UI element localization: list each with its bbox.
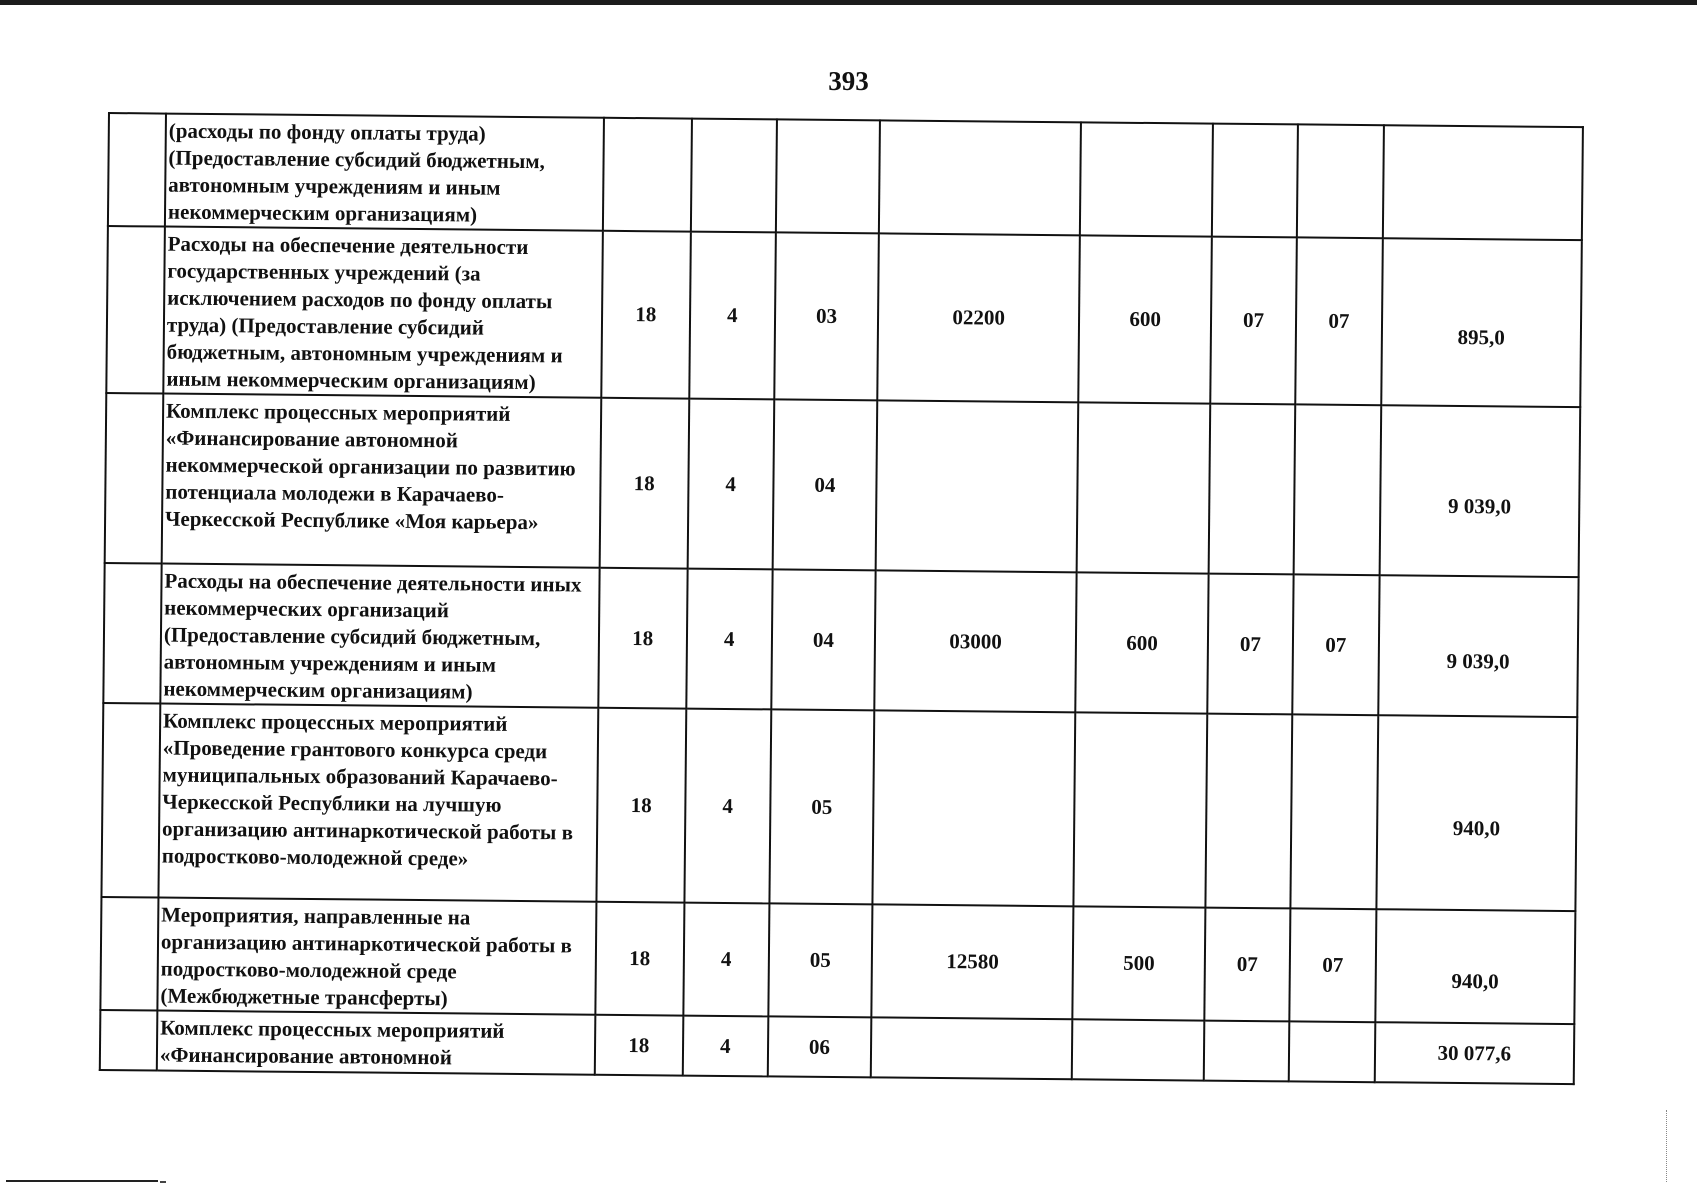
- description-cell: (расходы по фонду оплаты труда) (Предоставление субсидий бюджетным, автономным учреждениям и иным некоммерческим организациям): [165, 114, 604, 231]
- code-cell: 06: [768, 1016, 872, 1077]
- code-cell: [690, 119, 776, 233]
- code-cell: 07: [1290, 908, 1376, 1022]
- description-cell: Комплекс процессных мероприятий «Финансирование автономной: [157, 1011, 596, 1075]
- scan-footnote-rule: [6, 1180, 158, 1182]
- code-cell: 18: [600, 398, 689, 569]
- code-cell: 600: [1079, 235, 1212, 403]
- description-cell: Комплекс процессных мероприятий «Проведение грантового конкурса среди муниципальных образований Карачаево-Черкесской Республики на лучшую организацию антинаркотической работы в подростково-молодежной среде»: [158, 704, 598, 902]
- code-cell: 05: [769, 709, 874, 904]
- code-cell: 500: [1073, 906, 1205, 1020]
- scan-edge-marks: [1666, 1110, 1669, 1182]
- code-cell: 07: [1292, 574, 1379, 715]
- row-number-cell: [103, 563, 161, 704]
- code-cell: 07: [1210, 237, 1297, 405]
- code-cell: 07: [1204, 908, 1290, 1022]
- code-cell: 18: [598, 568, 687, 709]
- code-cell: [1208, 404, 1295, 575]
- table-row: [106, 226, 1582, 407]
- code-cell: [1080, 122, 1212, 236]
- code-cell: [1294, 404, 1381, 575]
- row-number-cell: [100, 897, 158, 1011]
- code-cell: [876, 400, 1079, 572]
- table-row: [101, 703, 1577, 911]
- code-cell: [1289, 1021, 1375, 1082]
- amount-cell: [1382, 125, 1582, 240]
- row-number-cell: [100, 1010, 158, 1071]
- code-cell: 18: [596, 708, 685, 903]
- table-row: [103, 563, 1578, 717]
- code-cell: 04: [773, 399, 878, 570]
- code-cell: [1212, 124, 1298, 238]
- description-cell: Мероприятия, направленные на организацию антинаркотической работы в подростково-молодежной среде (Межбюджетные трансферты): [157, 898, 596, 1015]
- amount-cell: 895,0: [1381, 238, 1582, 407]
- code-cell: [776, 119, 880, 233]
- row-number-cell: [106, 226, 165, 394]
- code-cell: 03: [774, 232, 879, 400]
- amount-cell: 940,0: [1375, 909, 1575, 1024]
- code-cell: 18: [595, 1015, 683, 1076]
- row-number-cell: [105, 393, 164, 564]
- code-cell: 04: [771, 569, 875, 710]
- code-cell: [1077, 402, 1210, 573]
- description-cell: Расходы на обеспечение деятельности государственных учреждений (за исключением расходов по фонду оплаты труда) (Предоставление субсидий бюджетным, автономным учреждениям и иным некоммерческим организациям): [163, 227, 603, 398]
- table-row: [100, 897, 1575, 1024]
- code-cell: 18: [595, 902, 684, 1016]
- code-cell: [1297, 124, 1383, 238]
- code-cell: 03000: [874, 570, 1077, 712]
- description-cell: Расходы на обеспечение деятельности иных некоммерческих организаций (Предоставление субсидий бюджетным, автономным учреждениям и иным некоммерческим организациям): [160, 564, 599, 708]
- code-cell: 4: [683, 903, 769, 1017]
- budget-table-container: [99, 112, 1584, 1085]
- amount-cell: 30 077,6: [1374, 1022, 1574, 1084]
- amount-cell: 9 039,0: [1378, 575, 1579, 717]
- code-cell: [1072, 1019, 1204, 1080]
- table-row: [100, 1010, 1575, 1084]
- amount-cell: 940,0: [1376, 715, 1577, 911]
- code-cell: 4: [686, 569, 773, 710]
- code-cell: 18: [601, 231, 690, 399]
- code-cell: [1204, 1021, 1290, 1082]
- code-cell: 4: [684, 709, 771, 904]
- code-cell: [872, 710, 1075, 906]
- code-cell: [879, 120, 1082, 235]
- code-cell: 05: [768, 903, 872, 1017]
- page-number: 393: [828, 66, 869, 96]
- scan-top-edge: [0, 0, 1697, 5]
- description-cell: Комплекс процессных мероприятий «Финансирование автономной некоммерческой организации по развитию потенциала молодежи в Карачаево-Черкесской Республике «Моя карьера»: [162, 394, 602, 568]
- scan-footnote-dash: [160, 1181, 166, 1183]
- code-cell: 4: [682, 1016, 768, 1077]
- code-cell: 07: [1295, 237, 1382, 405]
- code-cell: 4: [687, 399, 774, 570]
- table-row: [108, 113, 1583, 240]
- code-cell: [603, 118, 692, 232]
- code-cell: [1074, 712, 1207, 907]
- row-number-cell: [108, 113, 166, 227]
- code-cell: 07: [1207, 574, 1294, 715]
- code-cell: [1291, 714, 1378, 909]
- code-cell: 600: [1076, 572, 1209, 713]
- table-row: [105, 393, 1581, 577]
- code-cell: 4: [689, 232, 776, 400]
- budget-table: [99, 112, 1584, 1085]
- code-cell: [1205, 714, 1292, 909]
- row-number-cell: [101, 703, 160, 898]
- code-cell: [871, 1017, 1073, 1079]
- code-cell: 12580: [871, 904, 1074, 1019]
- code-cell: 02200: [877, 233, 1080, 402]
- amount-cell: 9 039,0: [1379, 405, 1580, 577]
